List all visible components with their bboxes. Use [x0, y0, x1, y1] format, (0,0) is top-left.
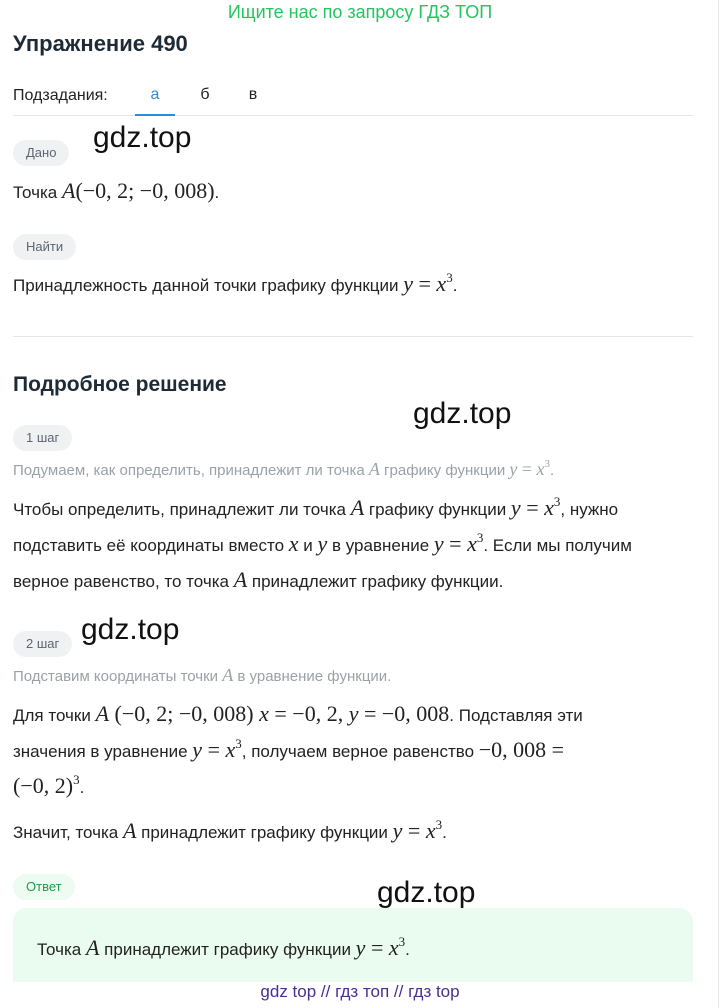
- step2-hint: Подставим координаты точки A в уравнение функции.: [13, 665, 392, 685]
- right-edge-rule: [718, 0, 719, 1008]
- step1-line-2: подставить её координаты вместо x и y в уравнение $y = x^3$. Если мы получим: [13, 530, 632, 556]
- tab-subtask-b[interactable]: б: [200, 86, 210, 103]
- watermark: gdz.top: [413, 397, 512, 430]
- given-chip: Дано: [13, 140, 69, 166]
- step1-hint: Подумаем, как определить, принадлежит ли точка A графику функции $y = x^3$.: [13, 458, 555, 479]
- page-title: Упражнение 490: [13, 31, 188, 56]
- step2-line-2: значения в уравнение $y = x^3$, получаем верное равенство −0, 008 =: [13, 736, 565, 762]
- search-banner: Ищите нас по запросу ГДЗ ТОП: [227, 2, 493, 22]
- step1-chip: 1 шаг: [13, 425, 72, 451]
- step1-line-1: Чтобы определить, принадлежит ли точка A графику функции $y = x^3$, нужно: [13, 494, 619, 520]
- step2-line-4: Значит, точка A принадлежит графику функции $y = x^3$.: [13, 817, 447, 843]
- tab-subtask-v[interactable]: в: [248, 86, 258, 103]
- find-chip: Найти: [13, 234, 76, 260]
- solution-title: Подробное решение: [13, 373, 227, 396]
- answer-text: Точка A принадлежит графику функции $y = x^3$.: [37, 934, 410, 960]
- step1-line-3: верное равенство, то точка A принадлежит графику функции.: [13, 567, 504, 592]
- given-text: Точка A(−0, 2; −0, 008).: [13, 178, 220, 203]
- step2-line-3: (−0, 2)$^3$.: [13, 772, 85, 798]
- watermark: gdz.top: [377, 876, 476, 909]
- footer-links[interactable]: gdz top // гдз топ // гдз top: [260, 982, 460, 1001]
- section-divider: [13, 336, 693, 337]
- find-text: Принадлежность данной точки графику функции $y = x^3$.: [13, 270, 458, 296]
- answer-chip: Ответ: [13, 874, 75, 900]
- watermark: gdz.top: [93, 121, 192, 154]
- tab-subtask-a[interactable]: а: [135, 86, 175, 116]
- subtasks-bar: [13, 82, 693, 116]
- step2-chip: 2 шаг: [13, 631, 72, 657]
- step2-line-1: Для точки A (−0, 2; −0, 008) x = −0, 2, y = −0, 008. Подставляя эти: [13, 701, 583, 726]
- watermark: gdz.top: [81, 613, 180, 646]
- subtasks-label: Подзадания:: [13, 87, 108, 104]
